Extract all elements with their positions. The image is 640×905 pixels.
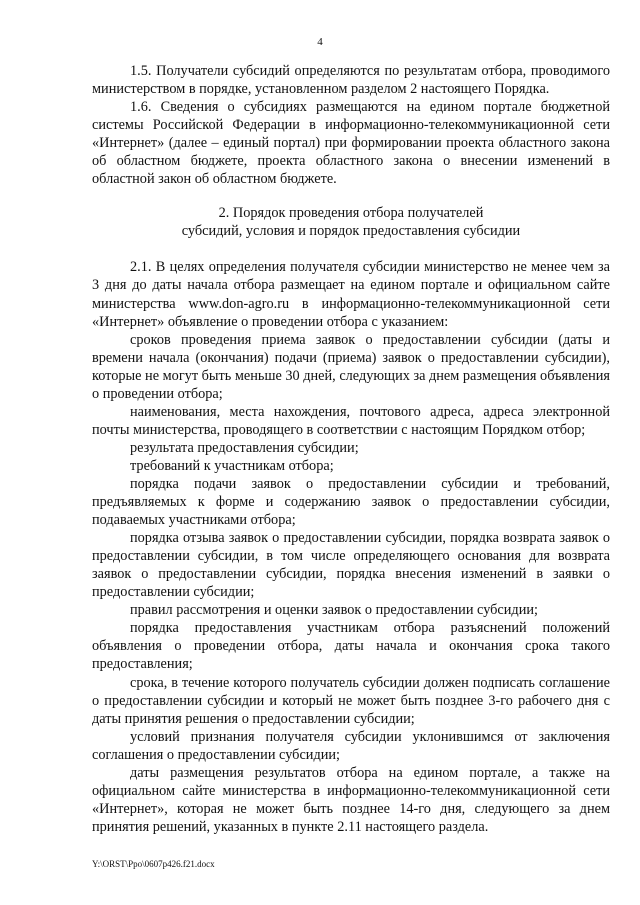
list-item: порядка отзыва заявок о предоставлении субсидии, порядка возврата заявок о предоставлении субсидии, в том числе определяющего основания для возврата заявок о предоставлении субсидии, порядка внесения изменений в заявки о предоставлении субсидии; xyxy=(92,530,610,601)
list-item: правил рассмотрения и оценки заявок о предоставлении субсидии; xyxy=(130,602,538,619)
section-heading xyxy=(92,204,610,240)
list-item: даты размещения результатов отбора на едином портале, а также на официальном сайте министерства в информационно-телекоммуникационной сети «Интернет», которая не может быть позднее 14-го дня, следующего за днем принятия решений, указанных в пункте 2.11 настоящего раздела. xyxy=(92,764,610,835)
page-number: 4 xyxy=(317,36,323,48)
section-heading-line-1: 2. Порядок проведения отбора получателей xyxy=(218,205,484,222)
list-item: результата предоставления субсидии; xyxy=(130,439,359,456)
paragraph-2-1: 2.1. В целях определения получателя субсидии министерство не менее чем за 3 дня до даты начала отбора размещает на едином портале и официальном сайте министерства www.don-agro.ru в информационно-телекоммуникационной сети «Интернет» объявление о проведении отбора с указанием: xyxy=(92,259,610,330)
list-item: порядка подачи заявок о предоставлении субсидии и требований, предъявляемых к форме и содержанию заявок о предоставлении субсидии, подаваемых участниками отбора; xyxy=(92,475,610,529)
section-heading-line-2: субсидий, условия и порядок предоставления субсидии xyxy=(181,223,521,240)
list-item: сроков проведения приема заявок о предоставлении субсидии (даты и времени начала (окончания) подачи (приема) заявок о предоставлении субсидии), которые не могут быть меньше 30 дней, следующих за днем размещения объявления о проведении отбора; xyxy=(92,331,610,402)
document-body xyxy=(92,62,610,836)
list-item: порядка предоставления участникам отбора разъяснений положений объявления о проведении отбора, даты начала и окончания срока такого предоставления; xyxy=(92,620,610,673)
footer-file-path: Y:\ORST\Ppo\0607p426.f21.docx xyxy=(92,859,215,869)
paragraph-1-5: 1.5. Получатели субсидий определяются по результатам отбора, проводимого министерством в порядке, установленном разделом 2 настоящего Порядка. xyxy=(92,63,610,98)
list-item: требований к участникам отбора; xyxy=(130,457,334,474)
list-item: наименования, места нахождения, почтового адреса, адреса электронной почты министерства, проводящего в соответствии с настоящим Порядком отбор; xyxy=(92,403,610,438)
list-item: срока, в течение которого получатель субсидии должен подписать соглашение о предоставлении субсидии и который не может быть позднее 3-го рабочего дня с даты принятия решения о предоставлении субсидии; xyxy=(92,674,610,727)
paragraph-1-6: 1.6. Сведения о субсидиях размещаются на едином портале бюджетной системы Российской Федерации в информационно-телекоммуникационной сети «Интернет» (далее – единый портал) при формировании проекта областного закона об областном бюджете, проекта областного закона о внесении изменений в областной закон об областном бюджете. xyxy=(92,99,610,188)
list-item: условий признания получателя субсидии уклонившимся от заключения соглашения о предоставлении субсидии; xyxy=(92,728,610,763)
